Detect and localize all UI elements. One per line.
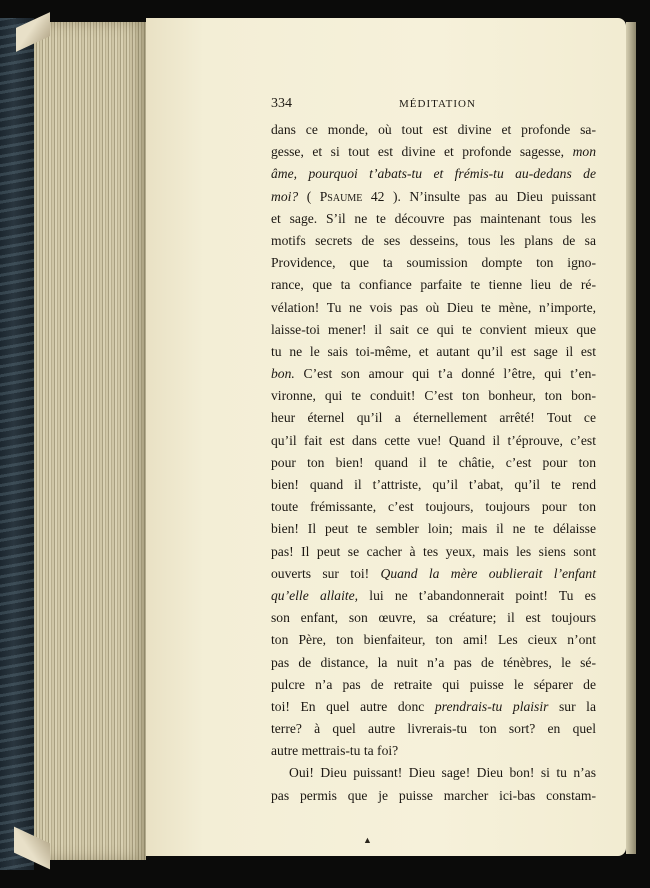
text-run: 42 ). N’insulte pas au Dieu puissant: [362, 188, 596, 204]
text-run: Oui! Dieu puissant! Dieu sage! Dieu bon! si tu n’as: [289, 765, 596, 781]
page-edges: [34, 22, 146, 860]
text-run: pulcre n’a pas de retraite qui puisse le séparer de: [271, 676, 596, 692]
text-run: Psaume: [319, 188, 363, 204]
text-line: [271, 629, 596, 651]
text-line: [271, 585, 596, 607]
italic-text: âme, pourquoi t’abats-tu et frémis-tu au-dedans de: [271, 166, 596, 182]
text-line: [271, 718, 596, 740]
running-head: MÉDITATION: [399, 98, 476, 110]
text-run: pour ton bien! quand il te châtie, c’est pour ton: [271, 454, 596, 470]
text-run: qu’il fait est dans cette vue! Quand il t’éprouve, c’est: [271, 432, 596, 448]
text-line: [271, 407, 596, 429]
text-run: lui ne t’abandonnerait point! Tu es: [358, 587, 596, 603]
text-run: bien! quand il t’attriste, qu’il t’abat, qu’il te rend: [271, 477, 596, 492]
text-line: [271, 785, 596, 807]
text-line: [271, 496, 596, 518]
text-line: [271, 674, 596, 696]
text-run: sur la: [548, 698, 596, 714]
text-run: ton Père, ton bienfaiteur, ton ami! Les cieux n’ont: [271, 632, 596, 648]
text-line: [271, 252, 596, 274]
text-line: [271, 430, 596, 452]
italic-text: bon.: [271, 366, 295, 382]
text-line: [271, 274, 596, 296]
italic-text: qu’elle allaite,: [271, 587, 359, 603]
text-line: [271, 297, 596, 319]
text-line: [271, 696, 596, 718]
text-line: [271, 652, 596, 674]
page-gutter: [626, 22, 636, 854]
text-run: autre mettrais-tu ta foi?: [271, 743, 399, 759]
text-run: dans ce monde, où tout est divine et profonde sa-: [271, 122, 596, 137]
text-line: [271, 319, 596, 341]
text-line: [271, 208, 596, 230]
text-run: pas! Il peut se cacher à tes yeux, mais les siens sont: [271, 543, 596, 559]
text-line: [271, 740, 596, 762]
italic-text: moi?: [271, 188, 299, 204]
background-edge: [636, 0, 650, 888]
text-line: [271, 474, 596, 496]
text-run: toute frémissante, c’est toujours, toujours pour ton: [271, 499, 596, 515]
text-line: [271, 563, 596, 585]
page-header: [271, 96, 596, 114]
text-run: terre? à quel autre livrerais-tu ton sort? en quel: [271, 721, 596, 737]
text-run: tu ne le sais toi-même, et autant qu’il est sage il est: [271, 343, 596, 359]
text-line: [271, 762, 596, 784]
text-run: ouverts sur toi!: [271, 565, 381, 581]
text-run: C’est son amour qui t’a donné l’être, qui t’en-: [294, 366, 596, 382]
text-line: [271, 363, 596, 385]
italic-text: prendrais-tu plaisir: [434, 698, 549, 714]
italic-text: mon: [572, 144, 596, 160]
text-run: gesse, et si tout est divine et profonde sagesse,: [271, 144, 573, 160]
body-text: [271, 119, 596, 807]
text-run: heur éternel qu’il a éternellement arrêté! Tout ce: [271, 410, 596, 426]
text-run: bien! Il peut te sembler loin; mais il ne te délaisse: [271, 521, 596, 537]
text-line: [271, 607, 596, 629]
text-line: [271, 163, 596, 185]
text-run: pas de distance, la nuit n’a pas de ténèbres, le sé-: [271, 654, 596, 670]
italic-text: Quand la mère oublierait l’enfant: [380, 565, 596, 581]
text-run: et sage. S’il ne te découvre pas maintenant tous les: [271, 210, 596, 226]
text-run: son enfant, son œuvre, sa créature; il est toujours: [271, 610, 596, 626]
text-line: [271, 518, 596, 540]
marbled-binding: [0, 18, 34, 870]
text-line: [271, 230, 596, 252]
signature-mark: ▲: [363, 835, 372, 845]
text-line: [271, 119, 596, 141]
text-line: [271, 186, 596, 208]
text-line: [271, 385, 596, 407]
text-line: [271, 452, 596, 474]
text-line: [271, 341, 596, 363]
text-line: [271, 541, 596, 563]
text-line: [271, 141, 596, 163]
text-run: vélation! Tu ne vois pas où Dieu te mène, n’importe,: [271, 299, 596, 315]
text-run: Providence, que ta soumission dompte ton igno-: [271, 255, 596, 271]
text-run: laisse-toi mener! il sait ce qui te convient mieux que: [271, 321, 596, 337]
text-run: toi! En quel autre donc: [271, 698, 435, 714]
text-run: pas permis que je puisse marcher ici-bas constam-: [271, 787, 596, 803]
text-run: vironne, qui te conduit! C’est ton bonheur, ton bon-: [271, 388, 596, 404]
text-run: motifs secrets de ses desseins, tous les plans de sa: [271, 232, 596, 248]
text-run: rance, que ta confiance parfaite te tienne lieu de ré-: [271, 277, 596, 293]
text-run: (: [298, 188, 320, 204]
page-number: 334: [271, 96, 292, 111]
